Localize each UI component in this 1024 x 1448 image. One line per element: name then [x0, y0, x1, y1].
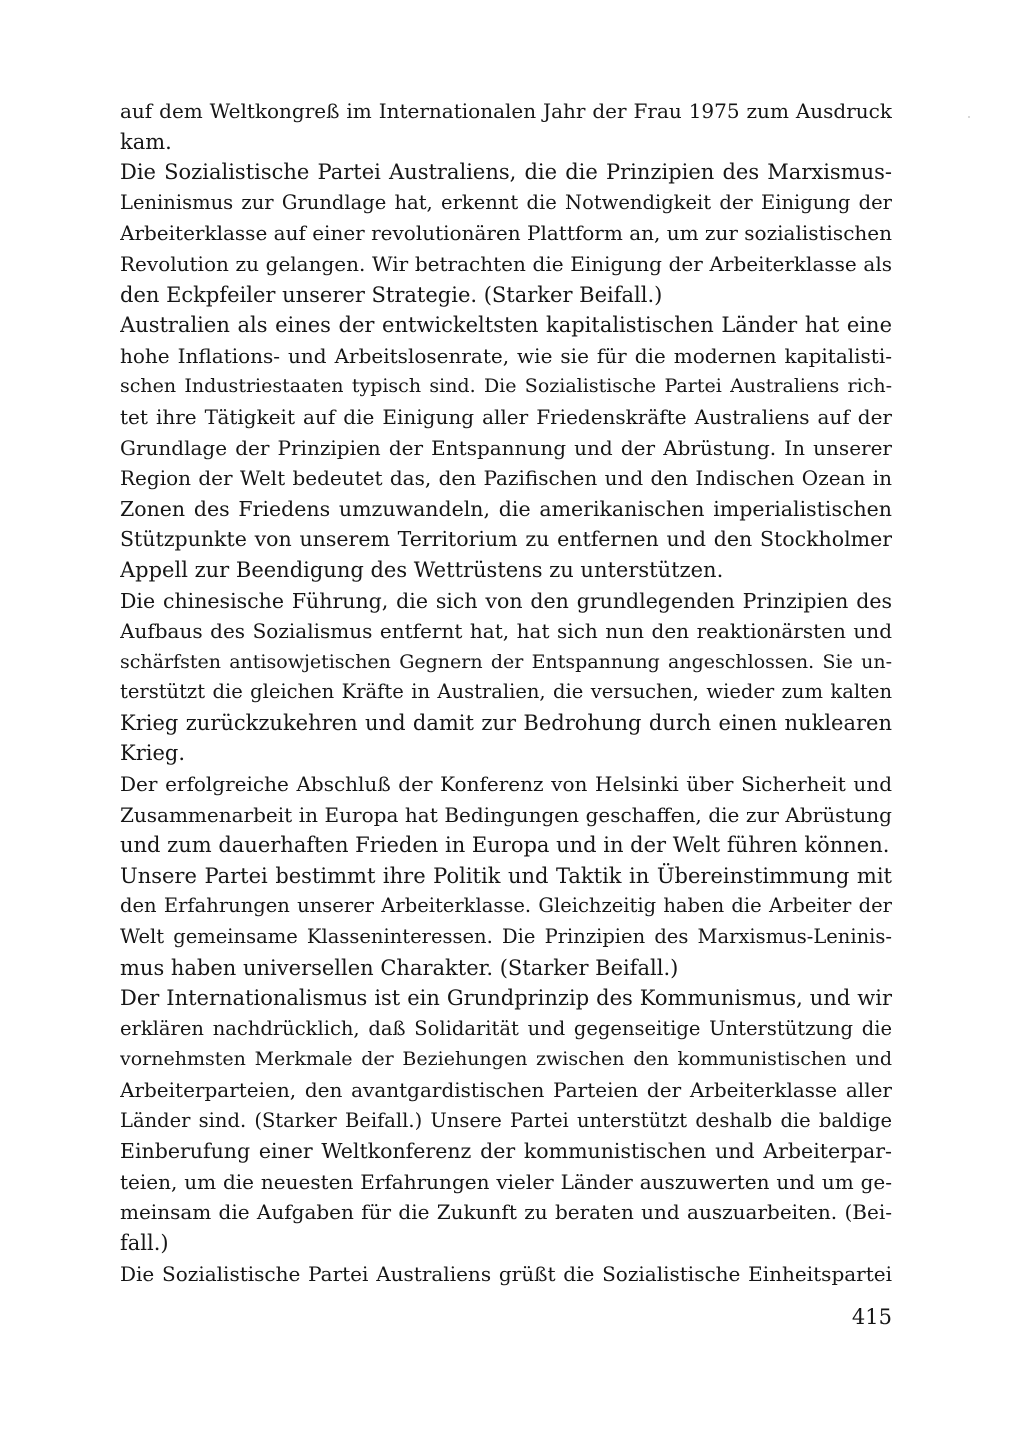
text-line: Zonen des Friedens umzuwandeln, die amerikanischen imperialistischen [120, 496, 892, 521]
text-line: Appell zur Beendigung des Wettrüstens zu unterstützen. [120, 557, 724, 582]
text-line: Revolution zu gelangen. Wir betrachten die Einigung der Arbeiterklasse als [120, 251, 892, 276]
text-line: Region der Welt bedeutet das, den Pazifischen und den Indischen Ozean in [120, 466, 892, 491]
text-line: fall.) [120, 1230, 169, 1255]
text-line: kam. [120, 129, 172, 154]
text-line: den Eckpfeiler unserer Strategie. (Starker Beifall.) [120, 282, 663, 307]
page-number: 415 [851, 1305, 892, 1329]
text-line: Die Sozialistische Partei Australiens grüßt die Sozialistische Einheitspartei [120, 1261, 892, 1286]
text-line: teien, um die neuesten Erfahrungen vieler Länder auszuwerten und um ge- [120, 1169, 892, 1194]
text-line: Krieg. [120, 741, 185, 766]
text-line: schen Industriestaaten typisch sind. Die Sozialistische Partei Australiens rich- [120, 375, 892, 398]
text-line: Einberufung einer Weltkonferenz der kommunistischen und Arbeiterpar- [120, 1139, 892, 1164]
text-line: schärfsten antisowjetischen Gegnern der Entspannung angeschlossen. Sie un- [120, 650, 892, 673]
text-line: und zum dauerhaften Frieden in Europa und in der Welt führen können. [120, 833, 890, 858]
text-line: Zusammenarbeit in Europa hat Bedingungen geschaffen, die zur Abrüstung [120, 802, 892, 827]
text-line: Die Sozialistische Partei Australiens, die die Prinzipien des Marxismus- [120, 160, 892, 185]
text-line: Grundlage der Prinzipien der Entspannung und der Abrüstung. In unserer [120, 435, 892, 460]
text-line: terstützt die gleichen Kräfte in Australien, die versuchen, wieder zum kalten [120, 680, 892, 704]
text-line: Australien als eines der entwickeltsten kapitalistischen Länder hat eine [120, 313, 892, 338]
body-text [120, 96, 892, 1289]
text-line: tet ihre Tätigkeit auf die Einigung aller Friedenskräfte Australiens auf der [120, 404, 892, 429]
text-line: meinsam die Aufgaben für die Zukunft zu beraten und auszuarbeiten. (Bei- [120, 1200, 892, 1225]
text-line: den Erfahrungen unserer Arbeiterklasse. Gleichzeitig haben die Arbeiter der [120, 894, 892, 918]
text-line: Arbeiterparteien, den avantgardistischen Parteien der Arbeiterklasse aller [120, 1078, 892, 1102]
text-line: mus haben universellen Charakter. (Starker Beifall.) [120, 955, 679, 980]
text-line: Der Internationalismus ist ein Grundprinzip des Kommunismus, und wir [120, 986, 892, 1011]
text-line: Krieg zurückzukehren und damit zur Bedrohung durch einen nuklearen [120, 710, 892, 735]
text-line: Arbeiterklasse auf einer revolutionären Plattform an, um zur sozialistischen [120, 221, 892, 246]
text-line: Aufbaus des Sozialismus entfernt hat, hat sich nun den reaktionärsten und [120, 619, 892, 644]
text-line: Länder sind. (Starker Beifall.) Unsere Partei unterstützt deshalb die baldige [120, 1108, 892, 1132]
text-line: hohe Inflations- und Arbeitslosenrate, wie sie für die modernen kapitalisti- [120, 343, 892, 368]
text-line: Stützpunkte von unserem Territorium zu entfernen und den Stockholmer [120, 527, 892, 552]
text-line: vornehmsten Merkmale der Beziehungen zwischen den kommunistischen und [120, 1048, 892, 1071]
text-line: erklären nachdrücklich, daß Solidarität und gegenseitige Unterstützung die [120, 1016, 892, 1040]
scan-speck [968, 116, 970, 118]
text-line: Der erfolgreiche Abschluß der Konferenz von Helsinki über Sicherheit und [120, 772, 892, 797]
text-line: Leninismus zur Grundlage hat, erkennt die Notwendigkeit der Einigung der [120, 190, 892, 214]
text-line: auf dem Weltkongreß im Internationalen Jahr der Frau 1975 zum Ausdruck [120, 99, 892, 123]
text-line: Die chinesische Führung, die sich von den grundlegenden Prinzipien des [120, 588, 892, 613]
text-line: Unsere Partei bestimmt ihre Politik und Taktik in Übereinstimmung mit [120, 863, 892, 888]
text-line: Welt gemeinsame Klasseninteressen. Die Prinzipien des Marxismus-Leninis- [120, 925, 892, 949]
